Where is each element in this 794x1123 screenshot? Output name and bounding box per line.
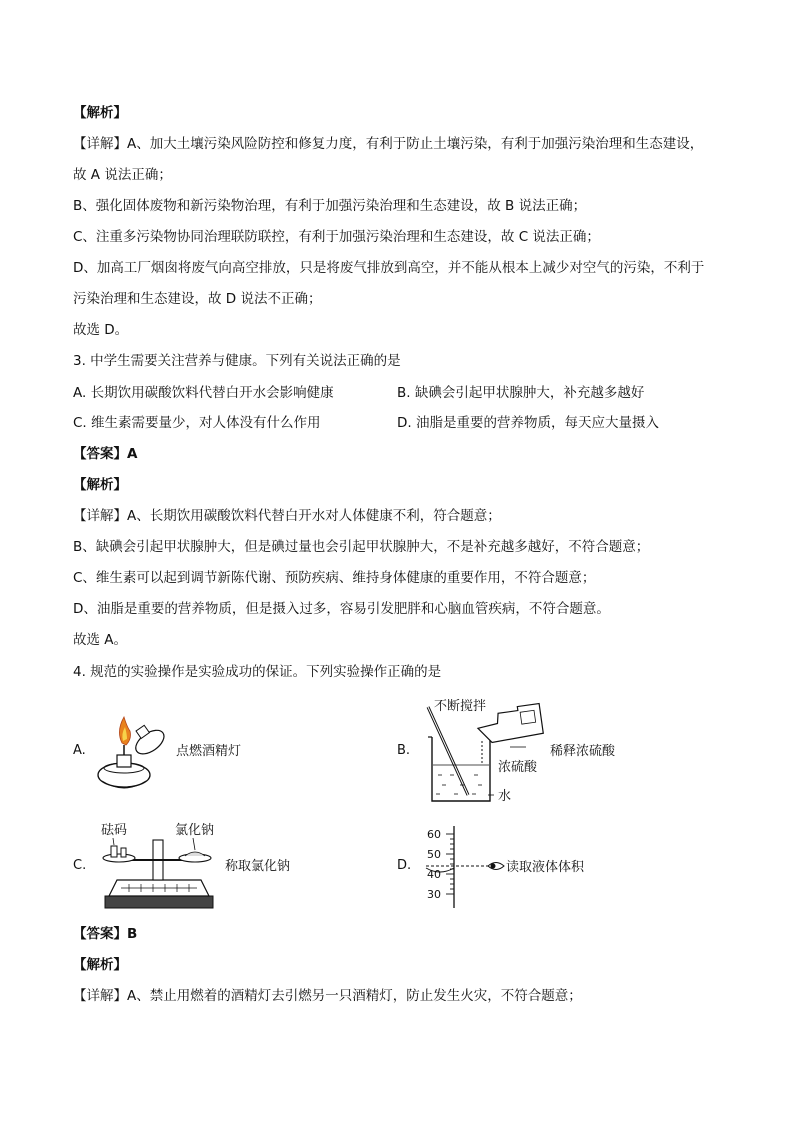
graduated-cylinder-figure [424,822,634,912]
balance-caption: 称取氯化钠 [225,859,291,874]
q3-detail-d: D、油脂是重要的营养物质，但是摄入过多，容易引发肥胖和心脑血管疾病，不符合题意。 [73,601,610,617]
stir-label: 不断搅拌 [434,699,487,714]
cylinder-caption: 读取液体体积 [506,860,585,875]
q4-option-d-label: D. [397,858,412,873]
alcohol-lamp-lighting-figure [92,703,272,803]
q3-detail-c: C、维生素可以起到调节新陈代谢、预防疾病、维持身体健康的重要作用，不符合题意； [73,570,596,586]
q3-option-a: A. 长期饮用碳酸饮料代替白开水会影响健康 [73,385,334,401]
weights-label: 砝码 [101,823,128,838]
lamp-caption: 点燃酒精灯 [176,744,242,759]
balance-figure [95,818,325,918]
q3-detail-a: 【详解】A、长期饮用碳酸饮料代替白开水对人体健康不利，符合题意； [73,508,501,524]
q3-detail-b: B、缺碘会引起甲状腺肿大，但是碘过量也会引起甲状腺肿大，不是补充越多越好，不符合题意； [73,539,650,555]
dilute-sulfuric-acid-figure [420,695,630,805]
q3-analysis-heading: 【解析】 [73,477,127,493]
q4-detail-a: 【详解】A、禁止用燃着的酒精灯去引燃另一只酒精灯，防止发生火灾，不符合题意； [73,988,582,1004]
q4-stem: 4. 规范的实验操作是实验成功的保证。下列实验操作正确的是 [73,664,442,680]
tick-40: 40 [427,868,441,881]
dilute-label: 稀释浓硫酸 [550,744,616,759]
tick-60: 60 [427,828,441,841]
q2-detail-c: C、注重多污染物协同治理联防联控，有利于加强污染治理和生态建设，故 C 说法正确； [73,229,600,245]
tick-30: 30 [427,888,441,901]
q3-option-c: C. 维生素需要量少，对人体没有什么作用 [73,415,321,431]
q4-analysis-heading: 【解析】 [73,957,127,973]
salt-label: 氯化钠 [175,823,215,838]
q3-option-b: B. 缺碘会引起甲状腺肿大，补充越多越好 [397,385,645,401]
q2-detail-a-line1: 【详解】A、加大土壤污染风险防控和修复力度，有利于防止土壤污染，有利于加强污染治理和生态建设， [73,136,704,152]
q3-answer: 【答案】A [73,446,138,462]
q2-detail-d-line2: 污染治理和生态建设，故 D 说法不正确； [73,291,322,307]
q2-conclusion: 故选 D。 [73,322,129,338]
q4-option-a-label: A. [73,743,86,758]
water-label: 水 [498,789,512,804]
q2-detail-b: B、强化固体废物和新污染物治理，有利于加强污染治理和生态建设，故 B 说法正确； [73,198,587,214]
q2-detail-a-line2: 故 A 说法正确； [73,167,172,183]
q2-detail-d-line1: D、加高工厂烟囱将废气向高空排放，只是将废气排放到高空，并不能从根本上减少对空气的污染，不利于 [73,260,705,276]
q3-option-d: D. 油脂是重要的营养物质，每天应大量摄入 [397,415,659,431]
acid-label: 浓硫酸 [498,760,538,775]
tick-50: 50 [427,848,441,861]
q4-option-c-label: C. [73,858,87,873]
q3-stem: 3. 中学生需要关注营养与健康。下列有关说法正确的是 [73,353,401,369]
q4-answer: 【答案】B [73,926,138,942]
q2-analysis-heading: 【解析】 [73,105,127,121]
q3-conclusion: 故选 A。 [73,632,128,648]
q4-option-b-label: B. [397,743,411,758]
